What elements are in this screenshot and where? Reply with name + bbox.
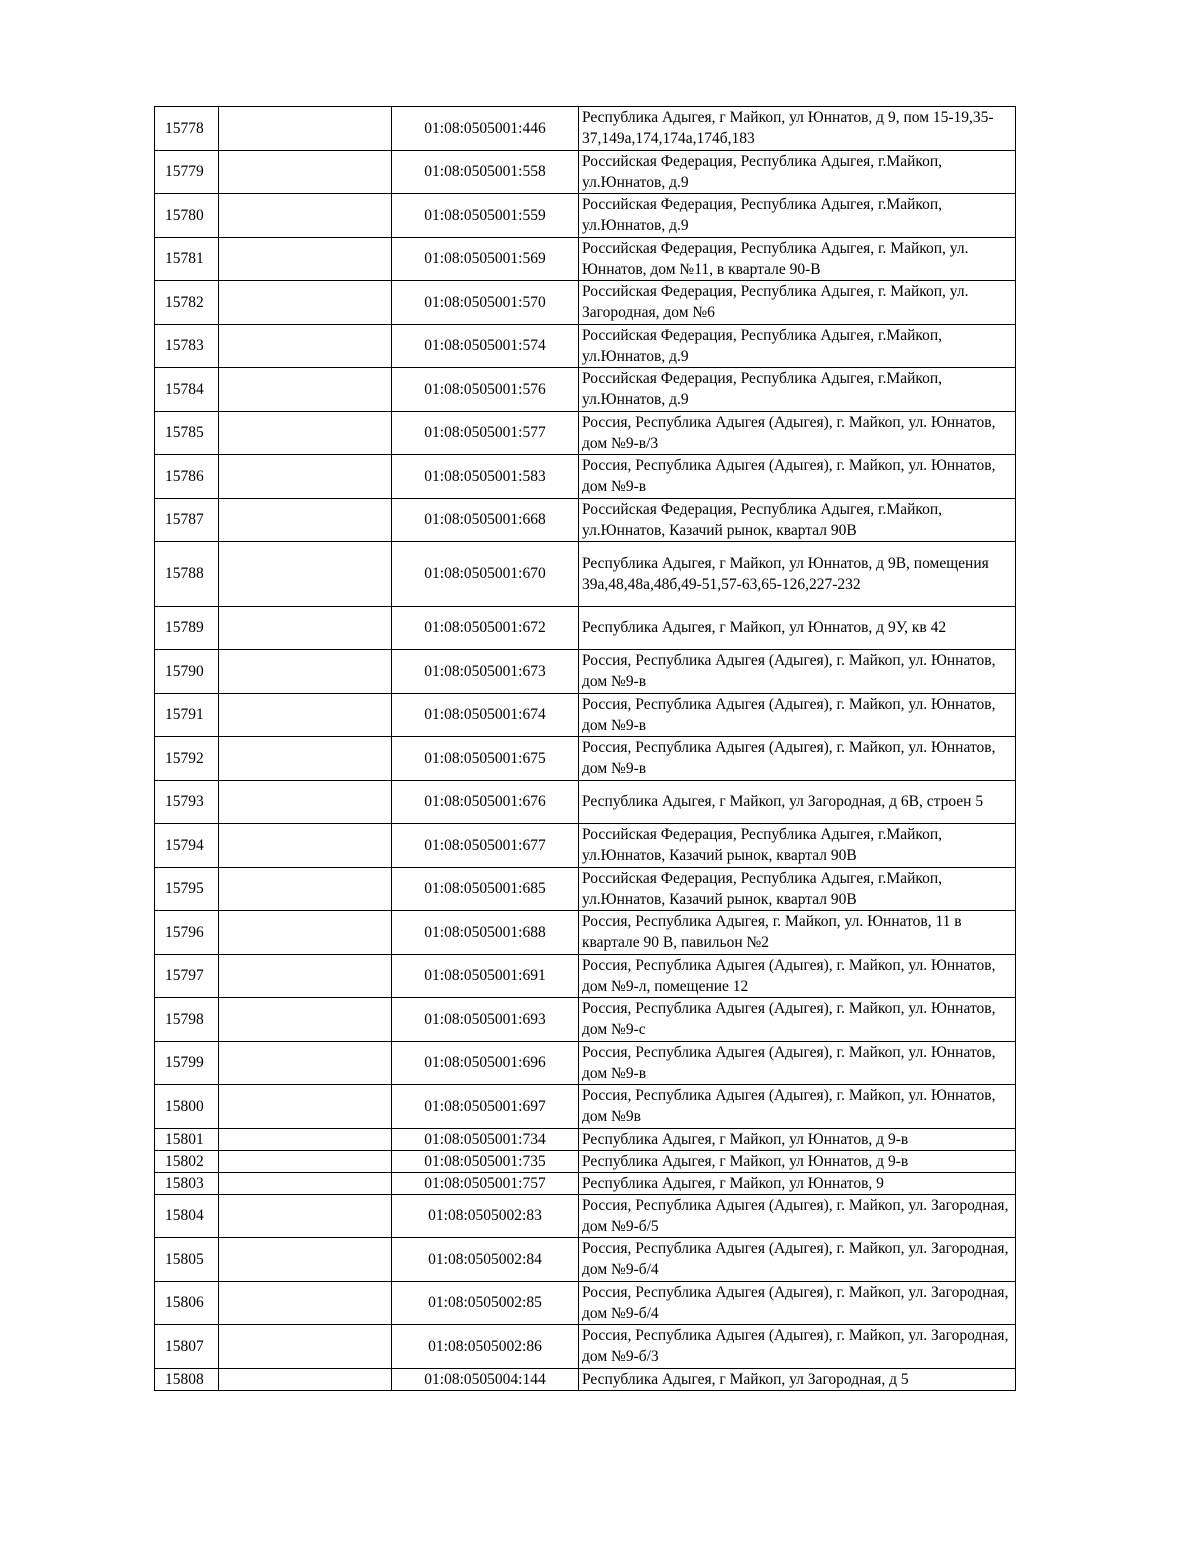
blank-cell	[219, 737, 392, 781]
blank-cell	[219, 998, 392, 1042]
blank-cell	[219, 954, 392, 998]
cadastral-number: 01:08:0505001:569	[392, 237, 579, 281]
cadastral-number: 01:08:0505001:583	[392, 455, 579, 499]
table-row	[155, 1238, 1016, 1282]
row-number: 15790	[155, 650, 219, 694]
address: Россия, Республика Адыгея, г. Майкоп, ул. Юннатов, 11 в квартале 90 В, павильон №2	[579, 911, 1016, 955]
address: Российская Федерация, Республика Адыгея, г.Майкоп, ул.Юннатов, д.9	[579, 324, 1016, 368]
cadastral-table	[154, 106, 1016, 1391]
address: Россия, Республика Адыгея (Адыгея), г. Майкоп, ул. Загородная, дом №9-б/3	[579, 1325, 1016, 1369]
blank-cell	[219, 867, 392, 911]
cadastral-number: 01:08:0505001:693	[392, 998, 579, 1042]
table-row	[155, 498, 1016, 542]
table-row	[155, 1281, 1016, 1325]
row-number: 15778	[155, 107, 219, 151]
blank-cell	[219, 150, 392, 194]
table-row	[155, 1041, 1016, 1085]
address: Республика Адыгея, г Майкоп, ул Юннатов, д 9У, кв 42	[579, 606, 1016, 650]
cadastral-number: 01:08:0505001:670	[392, 542, 579, 607]
blank-cell	[219, 498, 392, 542]
address: Российская Федерация, Республика Адыгея, г.Майкоп, ул.Юннатов, Казачий рынок, квартал 90В	[579, 498, 1016, 542]
blank-cell	[219, 324, 392, 368]
address: Россия, Республика Адыгея (Адыгея), г. Майкоп, ул. Юннатов, дом №9-в	[579, 1041, 1016, 1085]
blank-cell	[219, 194, 392, 238]
blank-cell	[219, 911, 392, 955]
cadastral-number: 01:08:0505001:677	[392, 824, 579, 868]
table-row	[155, 1128, 1016, 1150]
row-number: 15789	[155, 606, 219, 650]
cadastral-number: 01:08:0505001:676	[392, 780, 579, 824]
address: Республика Адыгея, г Майкоп, ул Юннатов, д 9, пом 15-19,35-37,149а,174,174а,174б,183	[579, 107, 1016, 151]
blank-cell	[219, 606, 392, 650]
row-number: 15795	[155, 867, 219, 911]
cadastral-number: 01:08:0505001:574	[392, 324, 579, 368]
row-number: 15807	[155, 1325, 219, 1369]
table-row	[155, 824, 1016, 868]
row-number: 15786	[155, 455, 219, 499]
blank-cell	[219, 368, 392, 412]
table-row	[155, 237, 1016, 281]
address: Российская Федерация, Республика Адыгея, г.Майкоп, ул.Юннатов, Казачий рынок, квартал 90В	[579, 867, 1016, 911]
table-row	[155, 1085, 1016, 1129]
address: Россия, Республика Адыгея (Адыгея), г. Майкоп, ул. Юннатов, дом №9в	[579, 1085, 1016, 1129]
row-number: 15783	[155, 324, 219, 368]
table-row	[155, 411, 1016, 455]
blank-cell	[219, 1281, 392, 1325]
row-number: 15779	[155, 150, 219, 194]
address: Россия, Республика Адыгея (Адыгея), г. Майкоп, ул. Юннатов, дом №9-в	[579, 737, 1016, 781]
cadastral-number: 01:08:0505001:696	[392, 1041, 579, 1085]
row-number: 15797	[155, 954, 219, 998]
address: Россия, Республика Адыгея (Адыгея), г. Майкоп, ул. Юннатов, дом №9-в	[579, 693, 1016, 737]
table-row	[155, 368, 1016, 412]
cadastral-number: 01:08:0505001:558	[392, 150, 579, 194]
address: Россия, Республика Адыгея (Адыгея), г. Майкоп, ул. Загородная, дом №9-б/4	[579, 1238, 1016, 1282]
table-row	[155, 542, 1016, 607]
address: Россия, Республика Адыгея (Адыгея), г. Майкоп, ул. Загородная, дом №9-б/4	[579, 1281, 1016, 1325]
cadastral-number: 01:08:0505004:144	[392, 1368, 579, 1390]
address: Российская Федерация, Республика Адыгея, г. Майкоп, ул. Юннатов, дом №11, в квартале 90-В	[579, 237, 1016, 281]
table-row	[155, 324, 1016, 368]
table-row	[155, 455, 1016, 499]
blank-cell	[219, 1194, 392, 1238]
row-number: 15801	[155, 1128, 219, 1150]
table-row	[155, 281, 1016, 325]
cadastral-number: 01:08:0505002:83	[392, 1194, 579, 1238]
row-number: 15806	[155, 1281, 219, 1325]
cadastral-number: 01:08:0505001:559	[392, 194, 579, 238]
blank-cell	[219, 650, 392, 694]
address: Россия, Республика Адыгея (Адыгея), г. Майкоп, ул. Юннатов, дом №9-л, помещение 12	[579, 954, 1016, 998]
row-number: 15787	[155, 498, 219, 542]
blank-cell	[219, 542, 392, 607]
row-number: 15808	[155, 1368, 219, 1390]
table-row	[155, 1325, 1016, 1369]
row-number: 15805	[155, 1238, 219, 1282]
row-number: 15792	[155, 737, 219, 781]
row-number: 15784	[155, 368, 219, 412]
address: Российская Федерация, Республика Адыгея, г.Майкоп, ул.Юннатов, д.9	[579, 194, 1016, 238]
blank-cell	[219, 1150, 392, 1172]
address: Республика Адыгея, г Майкоп, ул Загородная, д 6В, строен 5	[579, 780, 1016, 824]
blank-cell	[219, 455, 392, 499]
row-number: 15791	[155, 693, 219, 737]
table-row	[155, 107, 1016, 151]
table-row	[155, 911, 1016, 955]
table-row	[155, 650, 1016, 694]
row-number: 15799	[155, 1041, 219, 1085]
table-row	[155, 150, 1016, 194]
address: Российская Федерация, Республика Адыгея, г.Майкоп, ул.Юннатов, Казачий рынок, квартал 90В	[579, 824, 1016, 868]
blank-cell	[219, 1325, 392, 1369]
table-row	[155, 1172, 1016, 1194]
cadastral-number: 01:08:0505001:697	[392, 1085, 579, 1129]
address: Российская Федерация, Республика Адыгея, г. Майкоп, ул. Загородная, дом №6	[579, 281, 1016, 325]
cadastral-number: 01:08:0505001:691	[392, 954, 579, 998]
row-number: 15781	[155, 237, 219, 281]
blank-cell	[219, 693, 392, 737]
blank-cell	[219, 411, 392, 455]
cadastral-number: 01:08:0505001:576	[392, 368, 579, 412]
cadastral-number: 01:08:0505001:685	[392, 867, 579, 911]
table-row	[155, 954, 1016, 998]
cadastral-number: 01:08:0505001:672	[392, 606, 579, 650]
row-number: 15796	[155, 911, 219, 955]
row-number: 15804	[155, 1194, 219, 1238]
address: Россия, Республика Адыгея (Адыгея), г. Майкоп, ул. Загородная, дом №9-б/5	[579, 1194, 1016, 1238]
row-number: 15794	[155, 824, 219, 868]
cadastral-number: 01:08:0505002:85	[392, 1281, 579, 1325]
row-number: 15782	[155, 281, 219, 325]
address: Республика Адыгея, г Майкоп, ул Юннатов, д 9-в	[579, 1150, 1016, 1172]
table-row	[155, 194, 1016, 238]
address: Россия, Республика Адыгея (Адыгея), г. Майкоп, ул. Юннатов, дом №9-в	[579, 650, 1016, 694]
address: Республика Адыгея, г Майкоп, ул Юннатов, д 9В, помещения 39а,48,48а,48б,49-51,57-63,65-126,227-232	[579, 542, 1016, 607]
row-number: 15788	[155, 542, 219, 607]
row-number: 15800	[155, 1085, 219, 1129]
blank-cell	[219, 281, 392, 325]
blank-cell	[219, 1238, 392, 1282]
address: Республика Адыгея, г Майкоп, ул Юннатов, 9	[579, 1172, 1016, 1194]
address: Россия, Республика Адыгея (Адыгея), г. Майкоп, ул. Юннатов, дом №9-в/3	[579, 411, 1016, 455]
address: Российская Федерация, Республика Адыгея, г.Майкоп, ул.Юннатов, д.9	[579, 368, 1016, 412]
cadastral-number: 01:08:0505002:84	[392, 1238, 579, 1282]
cadastral-number: 01:08:0505002:86	[392, 1325, 579, 1369]
cadastral-number: 01:08:0505001:577	[392, 411, 579, 455]
blank-cell	[219, 780, 392, 824]
cadastral-number: 01:08:0505001:674	[392, 693, 579, 737]
cadastral-number: 01:08:0505001:735	[392, 1150, 579, 1172]
address: Российская Федерация, Республика Адыгея, г.Майкоп, ул.Юннатов, д.9	[579, 150, 1016, 194]
blank-cell	[219, 824, 392, 868]
cadastral-number: 01:08:0505001:446	[392, 107, 579, 151]
table-row	[155, 606, 1016, 650]
row-number: 15803	[155, 1172, 219, 1194]
blank-cell	[219, 1041, 392, 1085]
cadastral-number: 01:08:0505001:668	[392, 498, 579, 542]
table-row	[155, 867, 1016, 911]
blank-cell	[219, 1172, 392, 1194]
table-row	[155, 693, 1016, 737]
blank-cell	[219, 1085, 392, 1129]
blank-cell	[219, 1368, 392, 1390]
table-row	[155, 998, 1016, 1042]
row-number: 15785	[155, 411, 219, 455]
address: Республика Адыгея, г Майкоп, ул Загородная, д 5	[579, 1368, 1016, 1390]
cadastral-number: 01:08:0505001:675	[392, 737, 579, 781]
blank-cell	[219, 1128, 392, 1150]
table-row	[155, 1368, 1016, 1390]
row-number: 15780	[155, 194, 219, 238]
address: Россия, Республика Адыгея (Адыгея), г. Майкоп, ул. Юннатов, дом №9-с	[579, 998, 1016, 1042]
cadastral-number: 01:08:0505001:570	[392, 281, 579, 325]
blank-cell	[219, 237, 392, 281]
table-row	[155, 1194, 1016, 1238]
cadastral-number: 01:08:0505001:734	[392, 1128, 579, 1150]
table-row	[155, 780, 1016, 824]
row-number: 15798	[155, 998, 219, 1042]
blank-cell	[219, 107, 392, 151]
table-row	[155, 1150, 1016, 1172]
cadastral-number: 01:08:0505001:688	[392, 911, 579, 955]
table-row	[155, 737, 1016, 781]
row-number: 15793	[155, 780, 219, 824]
cadastral-number: 01:08:0505001:757	[392, 1172, 579, 1194]
row-number: 15802	[155, 1150, 219, 1172]
address: Россия, Республика Адыгея (Адыгея), г. Майкоп, ул. Юннатов, дом №9-в	[579, 455, 1016, 499]
address: Республика Адыгея, г Майкоп, ул Юннатов, д 9-в	[579, 1128, 1016, 1150]
cadastral-number: 01:08:0505001:673	[392, 650, 579, 694]
table-body	[155, 107, 1016, 1391]
